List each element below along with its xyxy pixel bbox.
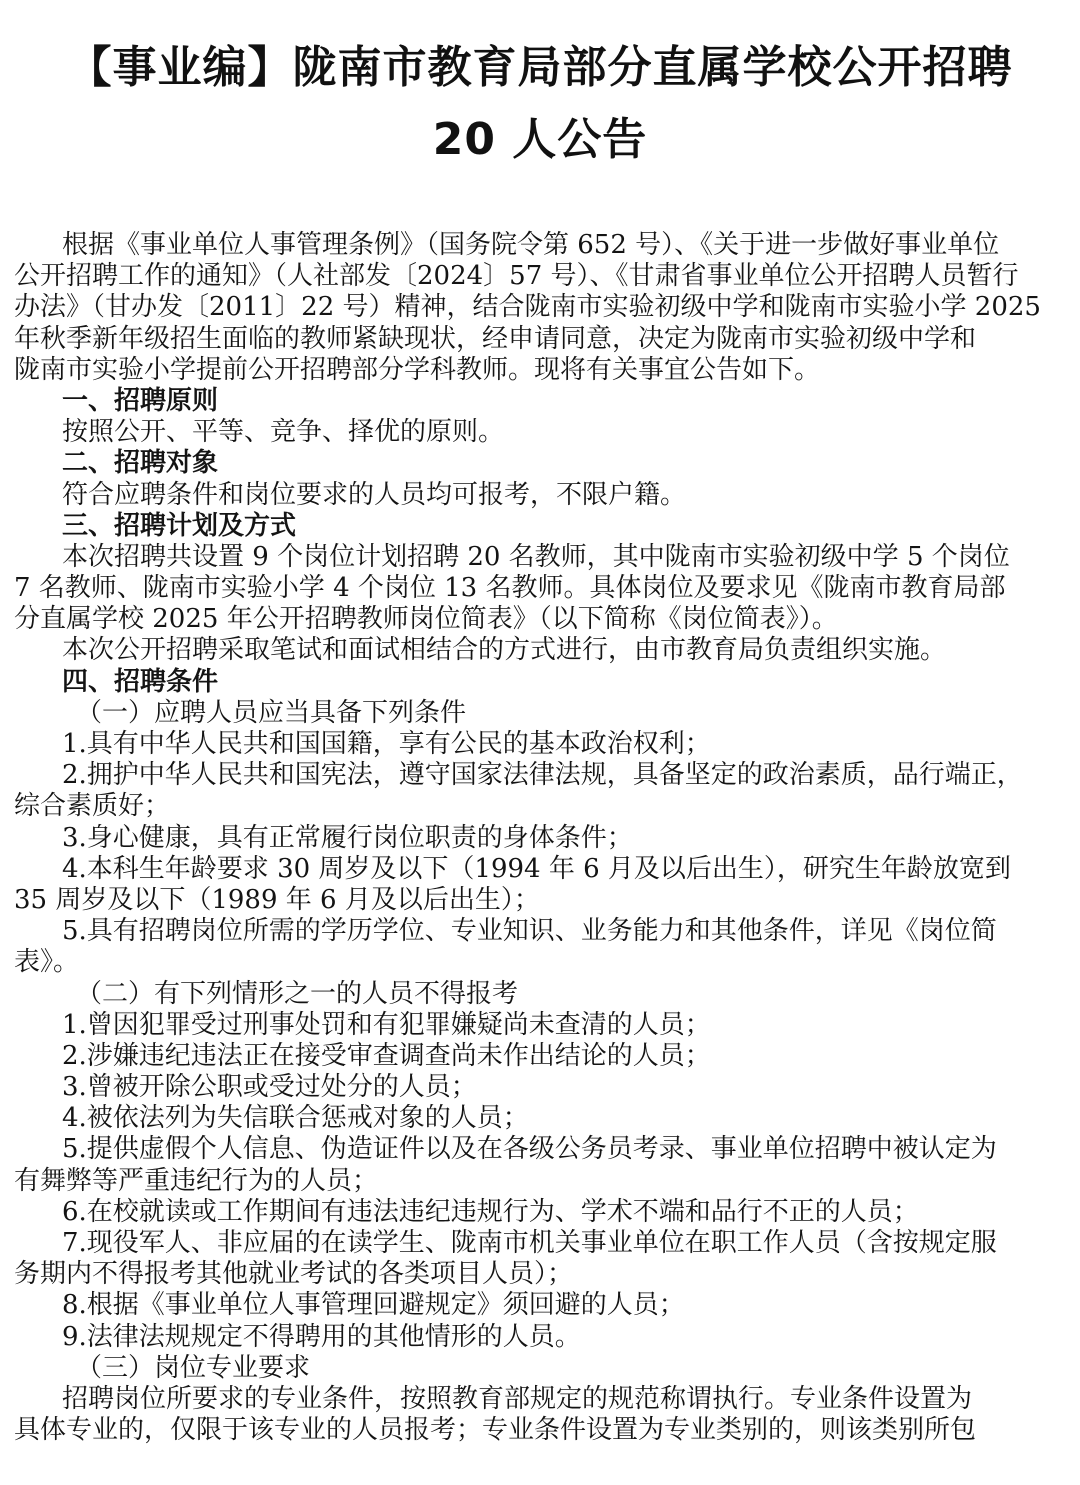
exclusion-item-cont: 有舞弊等严重违纪行为的人员； — [14, 1165, 379, 1196]
plan-line: 本次招聘共设置 9 个岗位计划招聘 20 名教师，其中陇南市实验初级中学 5 个岗位 — [62, 541, 1010, 572]
principle-text: 按照公开、平等、竞争、择优的原则。 — [62, 417, 505, 448]
intro-line: 公开招聘工作的通知》（人社部发〔2024〕57 号）、《甘肃省事业单位公开招聘人员暂行 — [14, 261, 1019, 292]
condition-item-cont: 35 周岁及以下（1989 年 6 月及以后出生）； — [14, 884, 540, 915]
condition-item: 5.具有招聘岗位所需的学历学位、专业知识、业务能力和其他条件，详见《岗位简 — [62, 916, 997, 947]
exclusion-item: 6.在校就读或工作期间有违法违纪违规行为、学术不端和品行不正的人员； — [62, 1196, 919, 1227]
major-line: 具体专业的，仅限于该专业的人员报考；专业条件设置为专业类别的，则该类别所包 — [14, 1415, 977, 1446]
plan-line: 7 名教师、陇南市实验小学 4 个岗位 13 名教师。具体岗位及要求见《陇南市教育局部 — [14, 573, 1006, 604]
subsection-heading-requirements: （一）应聘人员应当具备下列条件 — [76, 697, 467, 728]
document-title-line-2: 20 人公告 — [432, 114, 648, 165]
subsection-heading-exclusions: （二）有下列情形之一的人员不得报考 — [76, 978, 519, 1009]
condition-item-cont: 表》。 — [14, 947, 80, 978]
document-body — [14, 230, 1068, 1446]
condition-item: 3.身心健康，具有正常履行岗位职责的身体条件； — [62, 822, 633, 853]
subsection-heading-major: （三）岗位专业要求 — [76, 1352, 311, 1383]
exclusion-item: 9.法律法规规定不得聘用的其他情形的人员。 — [62, 1321, 581, 1352]
section-heading-target: 二、招聘对象 — [62, 448, 219, 479]
document-title-line-1: 【事业编】陇南市教育局部分直属学校公开招聘 — [67, 42, 1013, 93]
condition-item: 1.具有中华人民共和国国籍，享有公民的基本政治权利； — [62, 729, 711, 759]
method-text: 本次公开招聘采取笔试和面试相结合的方式进行，由市教育局负责组织实施。 — [62, 635, 947, 666]
intro-line: 办法》（甘办发〔2011〕22 号）精神，结合陇南市实验初级中学和陇南市实验小学 2025 — [14, 292, 1041, 323]
major-line: 招聘岗位所要求的专业条件，按照教育部规定的规范称谓执行。专业条件设置为 — [62, 1383, 973, 1414]
exclusion-item: 8.根据《事业单位人事管理回避规定》须回避的人员； — [62, 1290, 685, 1321]
exclusion-item: 1.曾因犯罪受过刑事处罚和有犯罪嫌疑尚未查清的人员； — [62, 1009, 711, 1040]
intro-line: 根据《事业单位人事管理条例》（国务院令第 652 号）、《关于进一步做好事业单位 — [62, 230, 1000, 260]
section-heading-conditions: 四、招聘条件 — [62, 666, 219, 697]
exclusion-item: 7.现役军人、非应届的在读学生、陇南市机关事业单位在职工作人员（含按规定服 — [62, 1228, 997, 1258]
condition-item: 4.本科生年龄要求 30 周岁及以下（1994 年 6 月及以后出生），研究生年龄放宽到 — [62, 853, 1011, 884]
section-heading-principle: 一、招聘原则 — [62, 385, 219, 416]
exclusion-item-cont: 务期内不得报考其他就业考试的各类项目人员）； — [14, 1259, 574, 1290]
exclusion-item: 5.提供虚假个人信息、伪造证件以及在各级公务员考录、事业单位招聘中被认定为 — [62, 1134, 997, 1165]
exclusion-item: 4.被依法列为失信联合惩戒对象的人员； — [62, 1103, 529, 1134]
condition-item: 2.拥护中华人民共和国宪法，遵守国家法律法规，具备坚定的政治素质，品行端正， — [62, 760, 1023, 791]
section-heading-plan: 三、招聘计划及方式 — [62, 510, 297, 541]
exclusion-item: 2.涉嫌违纪违法正在接受审查调查尚未作出结论的人员； — [62, 1040, 711, 1071]
plan-line: 分直属学校 2025 年公开招聘教师岗位简表》（以下简称《岗位简表》）。 — [14, 604, 838, 635]
exclusion-item: 3.曾被开除公职或受过处分的人员； — [62, 1072, 477, 1103]
intro-line: 陇南市实验小学提前公开招聘部分学科教师。现将有关事宜公告如下。 — [14, 354, 821, 385]
condition-item-cont: 综合素质好； — [14, 791, 171, 822]
intro-line: 年秋季新年级招生面临的教师紧缺现状，经申请同意，决定为陇南市实验初级中学和 — [14, 323, 977, 354]
target-text: 符合应聘条件和岗位要求的人员均可报考，不限户籍。 — [62, 479, 687, 510]
